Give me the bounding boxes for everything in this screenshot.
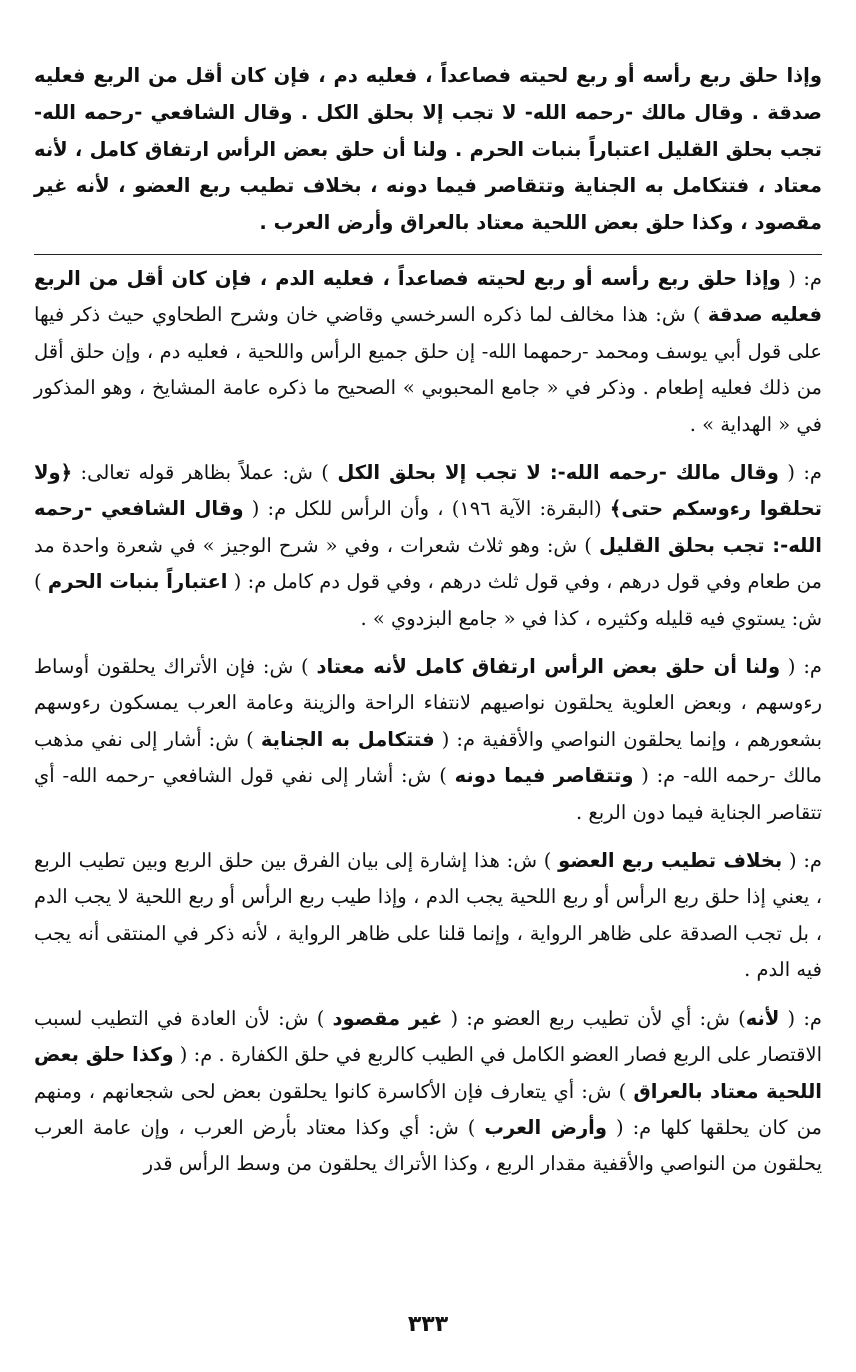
quoted-matn-segment: وتتقاصر فيما دونه — [454, 764, 634, 788]
quoted-matn-segment: اعتباراً بنبات الحرم — [47, 570, 228, 594]
commentary-segment: ) ش: أي وكذا معتاد بأرض العرب ، وإن عامة العرب يحلقون من النواصي والأقفية مقدار الربع ، وكذا الأتراك يحلقون من وسط الرأس قدر — [34, 1115, 822, 1176]
commentary-segment: ) ش: فإن الأتراك يحلقون أوساط رءوسهم ، وبعض العلوية يحلقون نواصيهم لانتفاء الراحة والزينة وعامة العرب يمسكون رءوسهم بشعورهم ، وإنما يحلقون النواصي والأقفية م: ( — [34, 655, 823, 751]
quoted-matn-segment: غير مقصود — [332, 1006, 443, 1030]
separator-rule — [34, 254, 822, 255]
page-body — [34, 58, 822, 1195]
commentary-segment: م: ( — [782, 849, 822, 873]
quoted-matn-segment: ولنا أن حلق بعض الرأس ارتفاق كامل لأنه معتاد — [316, 655, 781, 679]
commentary-segment: م: ( — [780, 655, 822, 679]
sharh-paragraph — [34, 843, 822, 989]
commentary-segment: ) ش: أشار إلى نفي قول الشافعي -رحمه الله- أي تتقاصر الجناية فيما دون الربع . — [34, 764, 822, 824]
commentary-segment: ) ش: أي يتعارف فإن الأكاسرة كانوا يحلقون بعض لحى شجعانهم ، ومنهم من كان يحلقها كلها م: ( — [34, 1079, 822, 1139]
commentary-segment: ) ش: لأن العادة في التطيب لسبب الاقتصار على الربع فصار العضو الكامل في الطيب كالربع في حلق الكفارة . م: ( — [34, 1006, 822, 1067]
quoted-matn-segment: فتتكامل به الجناية — [260, 727, 435, 751]
commentary-segment: م: ( — [780, 266, 822, 290]
commentary-segment: ) ش: هذا إشارة إلى بيان الفرق بين حلق الربع وبين تطيب الربع ، يعني إذا حلق ربع الرأس أو ربع اللحية يجب الدم ، وإذا طيب ربع الرأس أو ربع اللحية لا يجب الدم ، بل تجب الصدقة على ظاهر الرواية ، وإنما قلنا على ظاهر الرواية ، لأنه ذكر في المنتقى أنه يجب فيه الدم . — [34, 849, 822, 982]
quoted-matn-segment: بخلاف تطيب ربع العضو — [558, 849, 783, 873]
commentary-segment: (البقرة: الآية ١٩٦) ، وأن الرأس للكل م: ( — [243, 497, 610, 521]
commentary-segment: ) ش: أي لأن تطيب ربع العضو م: ( — [442, 1006, 746, 1030]
page-number: ٣٣٣ — [407, 1312, 449, 1337]
commentary-segment: م: ( — [778, 461, 822, 485]
quoted-matn-segment: ﴿ولا تحلقوا رءوسكم حتى﴾ — [34, 461, 822, 521]
commentary-segment: م: ( — [779, 1006, 822, 1030]
commentary-segment: ) ش: يستوي فيه قليله وكثيره ، كذا في « جامع البزدوي » . — [34, 570, 822, 630]
commentary-segment: ) ش: هذا مخالف لما ذكره السرخسي وقاضي خان وشرح الطحاوي حيث ذكر فيها على قول أبي يوسف ومحمد -رحمهما الله- إن حلق جميع الرأس واللحية ، فعليه دم ، وإن حلق أقل من ذلك فعليه إطعام . وذكر في « جامع المحبوبي » الصحيح ما ذكره عامة المشايخ ، وهو المذكور في « الهداية » . — [34, 303, 822, 436]
sharh-paragraph — [34, 455, 822, 637]
quoted-matn-segment: وإذا حلق ربع رأسه أو ربع لحيته فصاعداً ، فعليه الدم ، فإن كان أقل من الربع فعليه صدقة — [34, 266, 822, 327]
quoted-matn-segment: وقال الشافعي -رحمه الله-: تجب بحلق القليل — [34, 497, 822, 557]
quoted-matn-segment: وكذا حلق بعض اللحية معتاد بالعراق — [34, 1043, 822, 1103]
sharh-paragraph — [34, 1001, 822, 1183]
commentary-segment: ) ش: عملاً بظاهر قوله تعالى: — [72, 461, 338, 485]
commentary-segment: ) ش: وهو ثلاث شعرات ، وفي « شرح الوجيز » في شعرة واحدة مد من طعام وفي قول درهم ، وفي قول ثلث درهم ، وفي قول دم كامل م: ( — [34, 533, 822, 594]
quoted-matn-segment: وأرض العرب — [484, 1115, 607, 1139]
commentary-segment: ) ش: أشار إلى نفي مذهب مالك -رحمه الله- م: ( — [34, 727, 822, 788]
quoted-matn-segment: وقال مالك -رحمه الله-: لا تجب إلا بحلق الكل — [337, 461, 779, 485]
sharh-paragraph — [34, 261, 822, 443]
quoted-matn-segment: لأنه — [745, 1006, 780, 1030]
matn-text: وإذا حلق ربع رأسه أو ربع لحيته فصاعداً ، فعليه دم ، فإن كان أقل من الربع فعليه صدقة . وقال مالك -رحمه الله- لا تجب إلا بحلق الكل . وقال الشافعي -رحمه الله- تجب بحلق القليل اعتباراً بنبات الحرم . ولنا أن حلق بعض الرأس ارتفاق كامل ، لأنه معتاد ، فتتكامل به الجناية وتتقاصر فيما دونه ، بخلاف تطيب ربع العضو ، لأنه غير مقصود ، وكذا حلق بعض اللحية معتاد بالعراق وأرض العرب . — [34, 64, 822, 235]
sharh-paragraph — [34, 649, 822, 831]
sharh-section — [34, 261, 822, 1183]
